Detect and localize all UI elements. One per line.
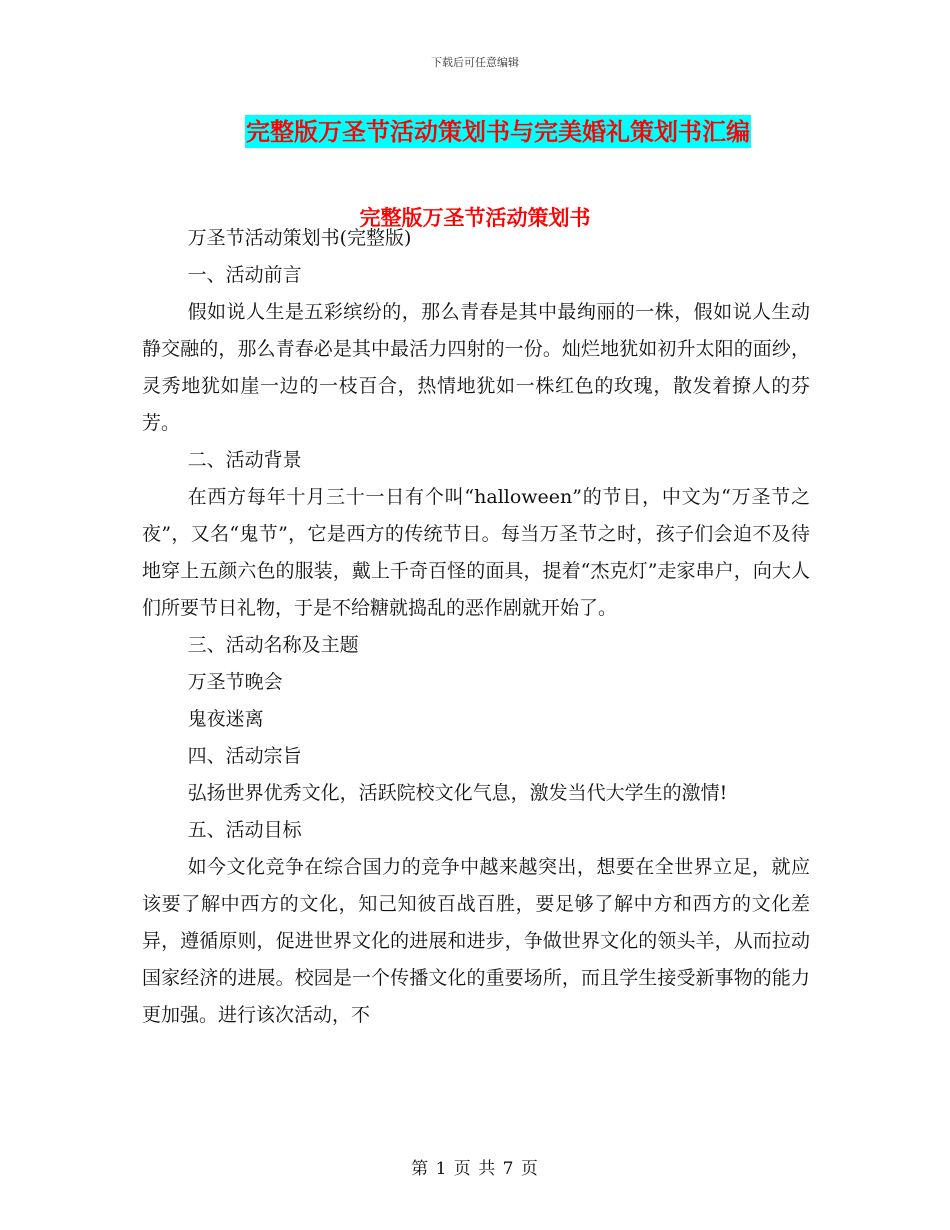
paragraph-purpose: 弘扬世界优秀文化，活跃院校文化气息，激发当代大学生的激情! <box>187 782 728 804</box>
document-body <box>142 220 810 1034</box>
paragraph-background: 在西方每年十月三十一日有个叫“halloween”的节日，中文为“万圣节之夜”，又名“鬼节”，它是西方的传统节日。每当万圣节之时，孩子们会迫不及待地穿上五颜六色的服装，戴上千奇百怪的面具，提着“杰克灯”走家串户，向大人们所要节日礼物，于是不给糖就捣乱的恶作剧就开始了。 <box>142 486 810 619</box>
page-footer: 第 1 页 共 7 页 <box>411 1159 539 1179</box>
heading-goals: 五、活动目标 <box>187 819 302 841</box>
heading-preface: 一、活动前言 <box>187 264 302 286</box>
document-title-text: 完整版万圣节活动策划书与完美婚礼策划书汇编 <box>246 117 750 146</box>
paragraph-event-theme: 鬼夜迷离 <box>187 708 264 730</box>
paragraph-subtitle: 万圣节活动策划书(完整版) <box>187 227 412 249</box>
section-title: 完整版万圣节活动策划书 <box>359 205 591 230</box>
paragraph-goals: 如今文化竞争在综合国力的竞争中越来越突出，想要在全世界立足，就应该要了解中西方的文化，知己知彼百战百胜，要足够了解中方和西方的文化差异，遵循原则，促进世界文化的进展和进步，争做世界文化的领头羊，从而拉动国家经济的进展。校园是一个传播文化的重要场所，而且学生接受新事物的能力更加强。进行该次活动，不 <box>142 856 810 1026</box>
heading-name-theme: 三、活动名称及主题 <box>187 634 359 656</box>
heading-background: 二、活动背景 <box>187 449 302 471</box>
header-note: 下载后可任意编辑 <box>431 56 519 69</box>
document-title <box>0 112 950 147</box>
paragraph-event-name: 万圣节晚会 <box>187 671 283 693</box>
paragraph-preface: 假如说人生是五彩缤纷的，那么青春是其中最绚丽的一株，假如说人生动静交融的，那么青春必是其中最活力四射的一份。灿烂地犹如初升太阳的面纱，灵秀地犹如崖一边的一枝百合，热情地犹如一株红色的玫瑰，散发着撩人的芬芳。 <box>142 301 810 434</box>
heading-purpose: 四、活动宗旨 <box>187 745 302 767</box>
